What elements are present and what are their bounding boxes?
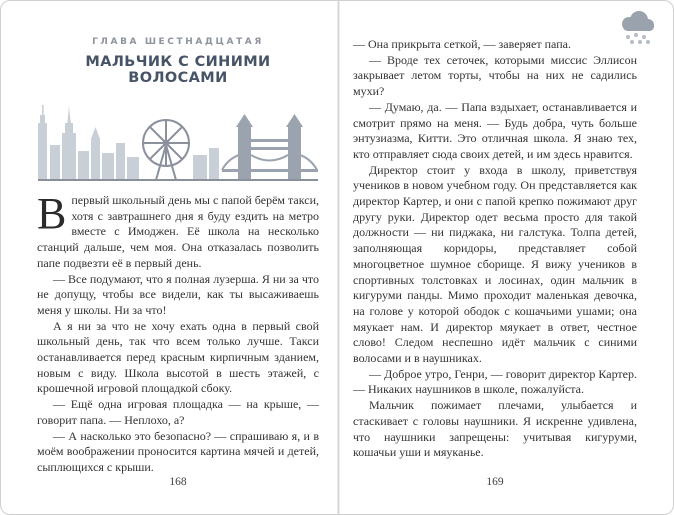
right-page bbox=[353, 1, 637, 514]
paragraph: — Она прикрыта сеткой, — заверяет папа. bbox=[353, 37, 571, 51]
paragraph: — Вроде тех сеточек, которыми миссис Эллисон закрывает летом торты, чтобы на них не садились мухи? bbox=[353, 52, 637, 99]
paragraph: А я ни за что не хочу ехать одна в первый свой школьный день, так что всем только лучше. Такси останавливается перед красным кирпичным зданием, новым с виду. Школа высотой в шесть этажей, с крошечной игровой площадкой сбоку. bbox=[37, 318, 319, 396]
paragraph: Директор стоит у входа в школу, приветствуя учеников в новом учебном году. Он представляется как директор Картер, и они с папой крепко пожимают друг другу руки. Директор одет весьма просто для такой должности — ни пиджака, ни галстука. Толпа детей, заполняющая коридоры, представляет собой многоцветное шумное сборище. Я вижу учеников в спортивных толстовках и лосинах, один мальчик в кигуруми панды. Мимо проходит маленькая девочка, на голове у которой ободок с кошачьими ушами; она мяукает нам. И директор мяукает в ответ, честное слово! Следом неспешно идёт мальчик с синими волосами и в наушниках. bbox=[353, 162, 637, 366]
chapter-title: МАЛЬЧИК С СИНИМИ ВОЛОСАМИ bbox=[85, 54, 271, 86]
paragraph: — Доброе утро, Генри, — говорит директор Картер. — Никаких наушников в школе, пожалуйста. bbox=[353, 366, 637, 397]
page-number-right: 169 bbox=[486, 476, 504, 488]
drop-cap: В bbox=[37, 189, 67, 238]
ferris-wheel bbox=[143, 120, 189, 180]
paragraph: — Все подумают, что я полная лузерша. Я ни за что не допущу, чтобы все видели, как ты высаживаешь меня у школы. Ни за что! bbox=[37, 271, 319, 317]
paragraph: — Думаю, да. — Папа вздыхает, останавливается и смотрит прямо на меня. — Будь добра, чуть больше энтузиазма, Китти. Это отличная школа. Я знаю тех, кто отправляет сюда своих детей, и им здесь нравится. bbox=[353, 99, 637, 161]
paragraph bbox=[37, 189, 319, 272]
paragraph: — А насколько это безопасно? — спрашиваю я, и в моём воображении проносится картина мячей и детей, сыплющихся с крыши. bbox=[37, 428, 319, 474]
city-skyline-illustration bbox=[37, 93, 319, 181]
book-gutter bbox=[337, 1, 340, 514]
paragraph: — Ещё одна игровая площадка — на крыше, — говорит папа. — Неплохо, а? bbox=[37, 397, 319, 427]
paragraph-text: первый школьный день мы с папой берём такси, хотя с завтрашнего дня я буду ездить на метро вместе с Имоджен. Её школа на несколько станций дальше, чем моя. Она отказалась позволить папе подвезти её в первый день. bbox=[37, 193, 319, 270]
tower-bridge bbox=[222, 114, 318, 181]
left-page bbox=[37, 1, 319, 514]
snow-cloud-icon bbox=[615, 9, 661, 51]
left-page-text bbox=[37, 189, 319, 476]
right-page-text bbox=[353, 37, 637, 461]
paragraph: Мальчик пожимает плечами, улыбается и стаскивает с головы наушники. Я искренне удивлена, что наушники запрещены: учитывая кигуруми, кошачьи уши и мяуканье. bbox=[353, 398, 637, 460]
skyscrapers-silhouette bbox=[38, 105, 219, 181]
chapter-label: ГЛАВА ШЕСТНАДЦАТАЯ bbox=[92, 37, 264, 47]
page-number-left: 168 bbox=[169, 476, 187, 488]
